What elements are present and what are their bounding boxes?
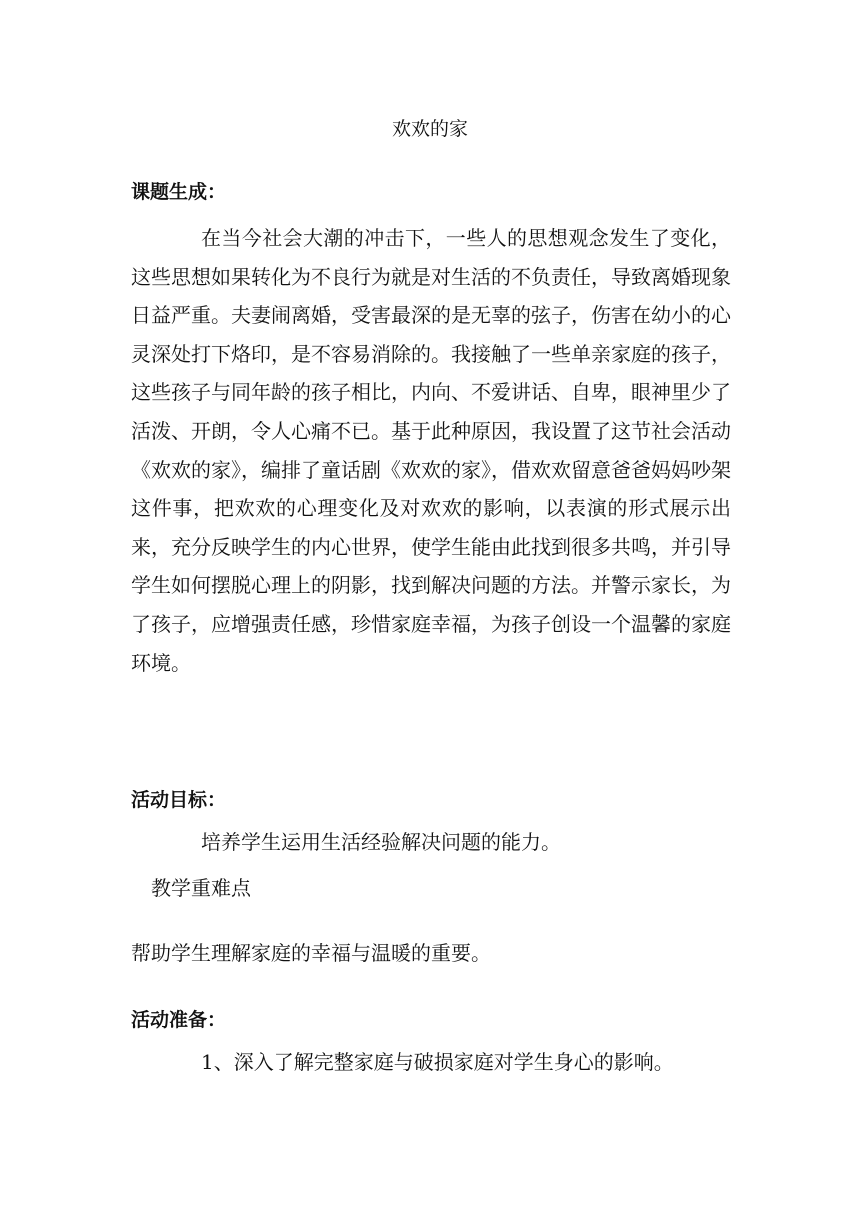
preparation-item-1: 1、深入了解完整家庭与破损家庭对学生身心的影响。 xyxy=(201,1050,674,1074)
section-heading-preparation: 活动准备： xyxy=(131,1009,227,1031)
subheading-key-points: 教学重难点 xyxy=(151,876,251,900)
goal-text: 培养学生运用生活经验解决问题的能力。 xyxy=(201,830,561,854)
key-point-text: 帮助学生理解家庭的幸福与温暖的重要。 xyxy=(131,941,491,965)
topic-paragraph: 在当今社会大潮的冲击下，一些人的思想观念发生了变化，这些思想如果转化为不良行为就是对生活的不负责任，导致离婚现象日益严重。夫妻闹离婚，受害最深的是无辜的弦子，伤害在幼小的心灵深处打下烙印，是不容易消除的。我接触了一些单亲家庭的孩子，这些孩子与同年龄的孩子相比，内向、不爱讲话、自卑，眼神里少了活泼、开朗，令人心痛不已。基于此种原因，我设置了这节社会活动《欢欢的家》，编排了童话剧《欢欢的家》，借欢欢留意爸爸妈妈吵架这件事，把欢欢的心理变化及对欢欢的影响，以表演的形式展示出来，充分反映学生的内心世界，使学生能由此找到很多共鸣，并引导学生如何摆脱心理上的阴影，找到解决问题的方法。并警示家长，为了孩子，应增强责任感，珍惜家庭幸福，为孩子创设一个温馨的家庭环境。 xyxy=(131,226,731,675)
document-title: 欢欢的家 xyxy=(391,118,468,140)
section-heading-goals: 活动目标： xyxy=(131,789,227,811)
section-heading-topic: 课题生成： xyxy=(131,181,227,203)
